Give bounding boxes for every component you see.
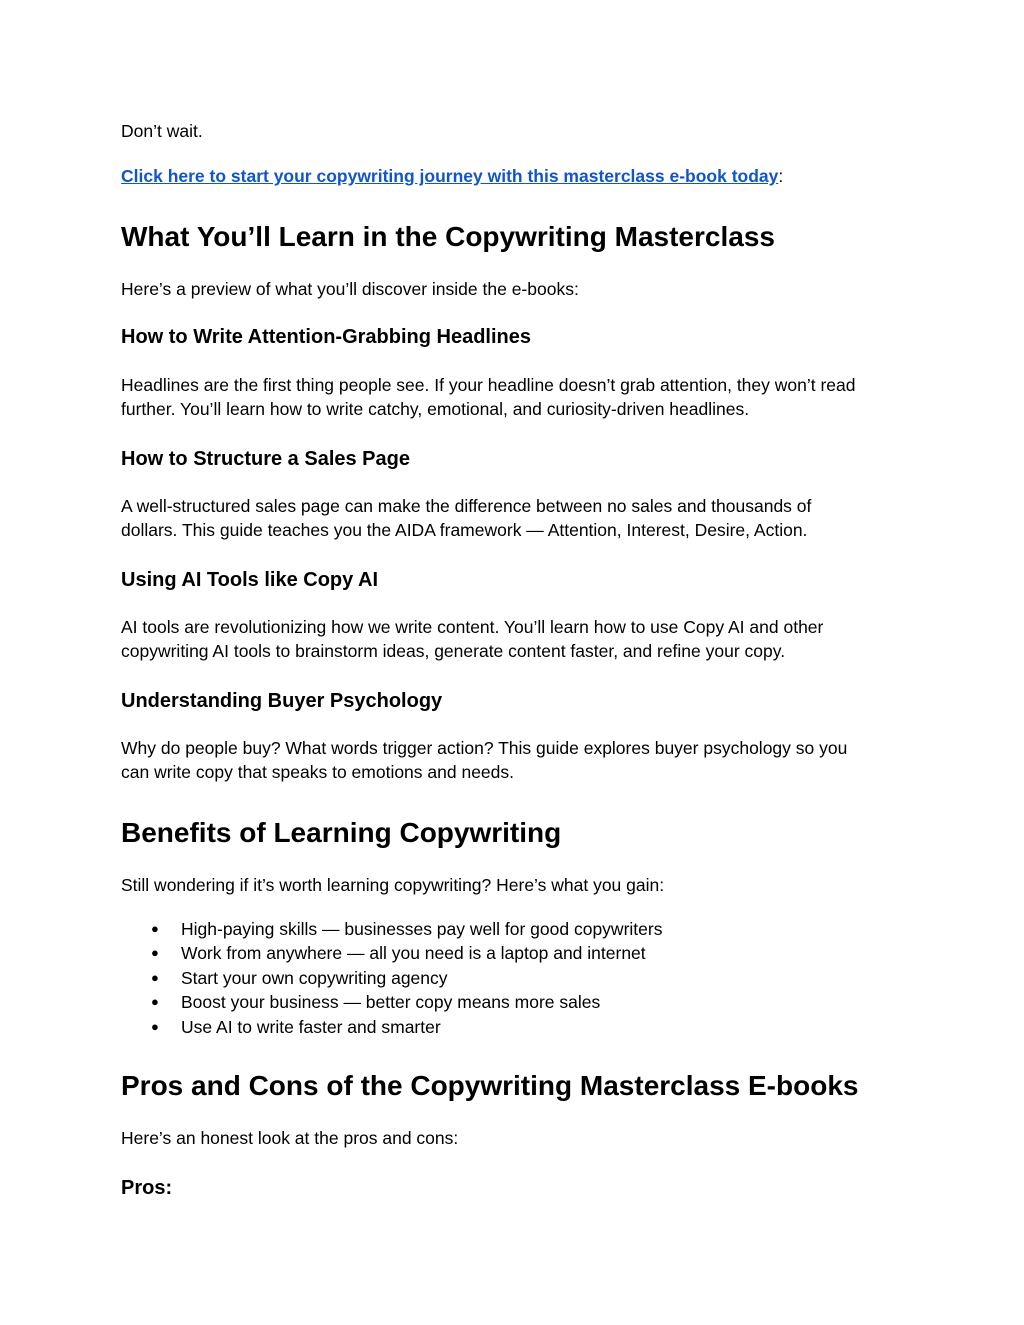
benefits-list <box>121 917 662 1039</box>
topic-title-headlines: How to Write Attention-Grabbing Headlines <box>121 326 531 348</box>
topic-buyer-psychology-line-2: can write copy that speaks to emotions and needs. <box>121 762 515 782</box>
benefits-section-heading: Benefits of Learning Copywriting <box>121 817 562 848</box>
list-item: ● Boost your business — better copy means more sales <box>121 990 662 1014</box>
topic-ai-tools-line-2: copywriting AI tools to brainstorm ideas, generate content faster, and refine your copy. <box>121 641 786 661</box>
bullet-icon: ● <box>151 945 159 961</box>
topic-title-ai-tools: Using AI Tools like Copy AI <box>121 569 379 591</box>
topic-sales-page-line-2: dollars. This guide teaches you the AIDA framework — Attention, Interest, Desire, Action. <box>121 520 808 540</box>
topic-headlines-line-1: Headlines are the first thing people see. If your headline doesn’t grab attention, they won’t read <box>121 375 856 395</box>
bullet-icon: ● <box>151 994 159 1010</box>
list-item: ● Work from anywhere — all you need is a laptop and internet <box>121 941 662 965</box>
topic-title-sales-page: How to Structure a Sales Page <box>121 448 410 470</box>
topic-buyer-psychology-line-1: Why do people buy? What words trigger action? This guide explores buyer psychology so you <box>121 738 848 758</box>
learn-section-heading: What You’ll Learn in the Copywriting Masterclass <box>121 221 775 252</box>
topic-ai-tools-line-1: AI tools are revolutionizing how we write content. You’ll learn how to use Copy AI and other <box>121 617 824 637</box>
list-item: ● Use AI to write faster and smarter <box>121 1015 662 1039</box>
pros-heading: Pros: <box>121 1177 173 1199</box>
cta-paragraph <box>121 164 783 188</box>
bullet-icon: ● <box>151 969 159 985</box>
masterclass-ebook-link[interactable]: Click here to start your copywriting journey with this masterclass e-book today <box>121 166 779 186</box>
list-item: ● Start your own copywriting agency <box>121 966 662 990</box>
dont-wait-text: Don’t wait. <box>121 121 203 141</box>
list-item: ● High-paying skills — businesses pay well for good copywriters <box>121 917 662 941</box>
learn-section-intro: Here’s a preview of what you’ll discover inside the e-books: <box>121 279 579 299</box>
pros-cons-section-intro: Here’s an honest look at the pros and cons: <box>121 1128 459 1148</box>
topic-sales-page-line-1: A well-structured sales page can make the difference between no sales and thousands of <box>121 496 812 516</box>
topic-headlines-line-2: further. You’ll learn how to write catchy, emotional, and curiosity-driven headlines. <box>121 399 750 419</box>
topic-title-buyer-psychology: Understanding Buyer Psychology <box>121 690 443 712</box>
bullet-icon: ● <box>151 921 159 936</box>
benefits-section-intro: Still wondering if it’s worth learning copywriting? Here’s what you gain: <box>121 875 665 895</box>
pros-cons-section-heading: Pros and Cons of the Copywriting Masterclass E-books <box>121 1070 859 1101</box>
bullet-icon: ● <box>151 1018 159 1034</box>
cta-suffix: : <box>778 166 784 186</box>
